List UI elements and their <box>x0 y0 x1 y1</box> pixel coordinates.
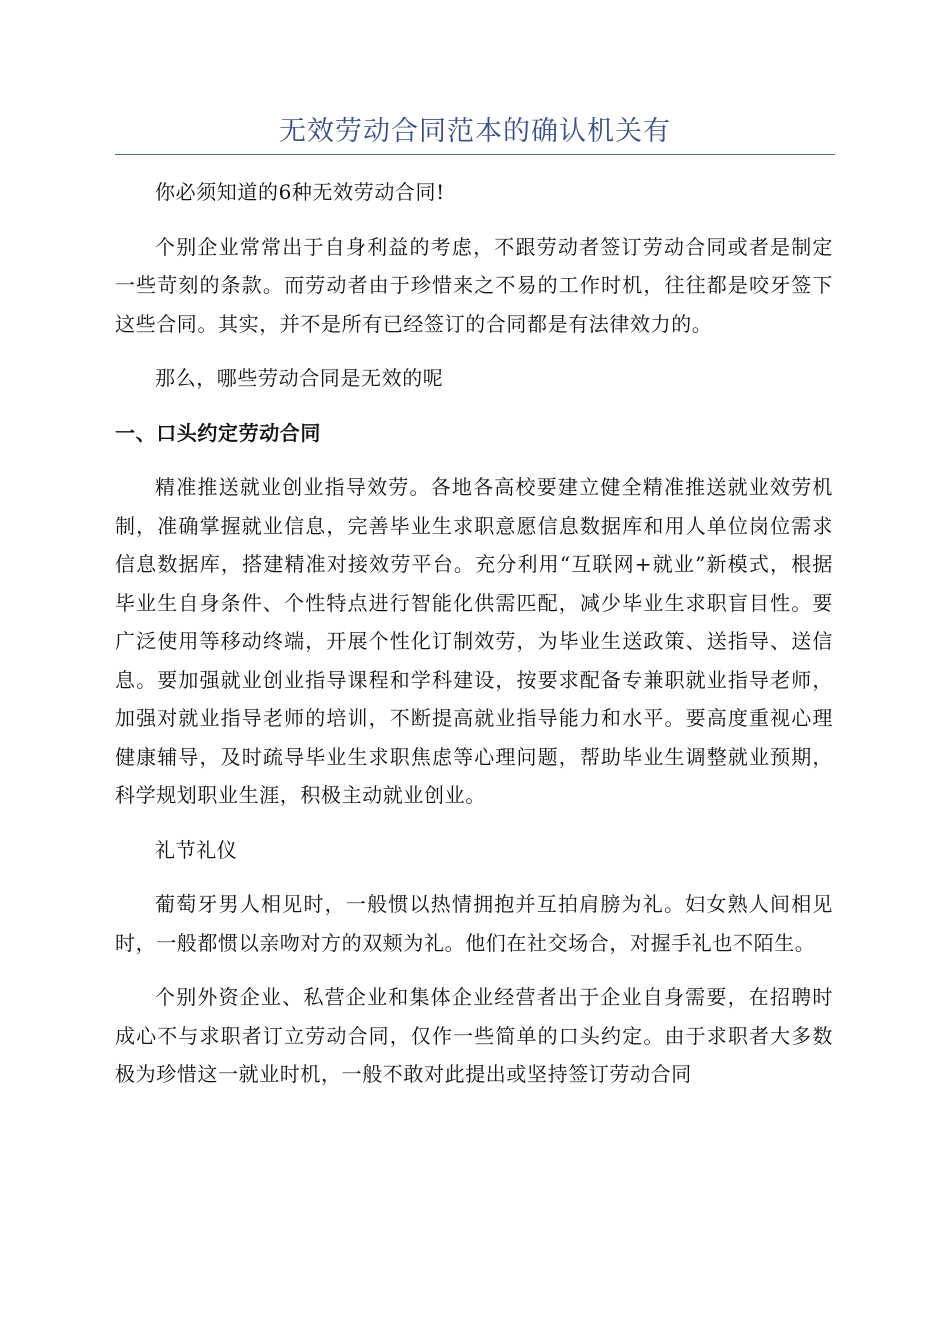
document-title: 无效劳动合同范本的确认机关有 <box>279 116 671 147</box>
body-paragraph: 葡萄牙男人相见时，一般惯以热情拥抱并互拍肩膀为礼。妇女熟人间相见时，一般都惯以亲吻对方的双颊为礼。他们在社交场合，对握手礼也不陌生。 <box>115 892 833 955</box>
document-body <box>115 173 833 1110</box>
body-paragraph: 精准推送就业创业指导效劳。各地各高校要建立健全精准推送就业效劳机制，准确掌握就业信息，完善毕业生求职意愿信息数据库和用人单位岗位需求信息数据库，搭建精准对接效劳平台。充分利用“互联网+就业”新模式，根据毕业生自身条件、个性特点进行智能化供需匹配，减少毕业生求职盲目性。要广泛使用等移动终端，开展个性化订制效劳，为毕业生送政策、送指导、送信息。要加强就业创业指导课程和学科建设，按要求配备专兼职就业指导老师，加强对就业指导老师的培训，不断提高就业指导能力和水平。要高度重视心理健康辅导，及时疏导毕业生求职焦虑等心理问题，帮助毕业生调整就业预期，科学规划职业生涯，积极主动就业创业。 <box>115 475 833 807</box>
section-heading: 一、口头约定劳动合同 <box>115 420 321 445</box>
question-paragraph: 那么，哪些劳动合同是无效的呢 <box>155 366 444 390</box>
body-paragraph: 个别企业常常出于自身利益的考虑，不跟劳动者签订劳动合同或者是制定一些苛刻的条款。而劳动者由于珍惜来之不易的工作时机，往往都是咬牙签下这些合同。其实，并不是所有已经签订的合同都是有法律效力的。 <box>115 234 833 336</box>
intro-paragraph: 你必须知道的6种无效劳动合同! <box>155 180 445 204</box>
subheading-paragraph: 礼节礼仪 <box>155 837 238 862</box>
body-paragraph: 个别外资企业、私营企业和集体企业经营者出于企业自身需要，在招聘时成心不与求职者订立劳动合同，仅作一些简单的口头约定。由于求职者大多数极为珍惜这一就业时机，一般不敢对此提出或坚持签订劳动合同 <box>115 985 833 1086</box>
title-underline <box>115 154 835 155</box>
